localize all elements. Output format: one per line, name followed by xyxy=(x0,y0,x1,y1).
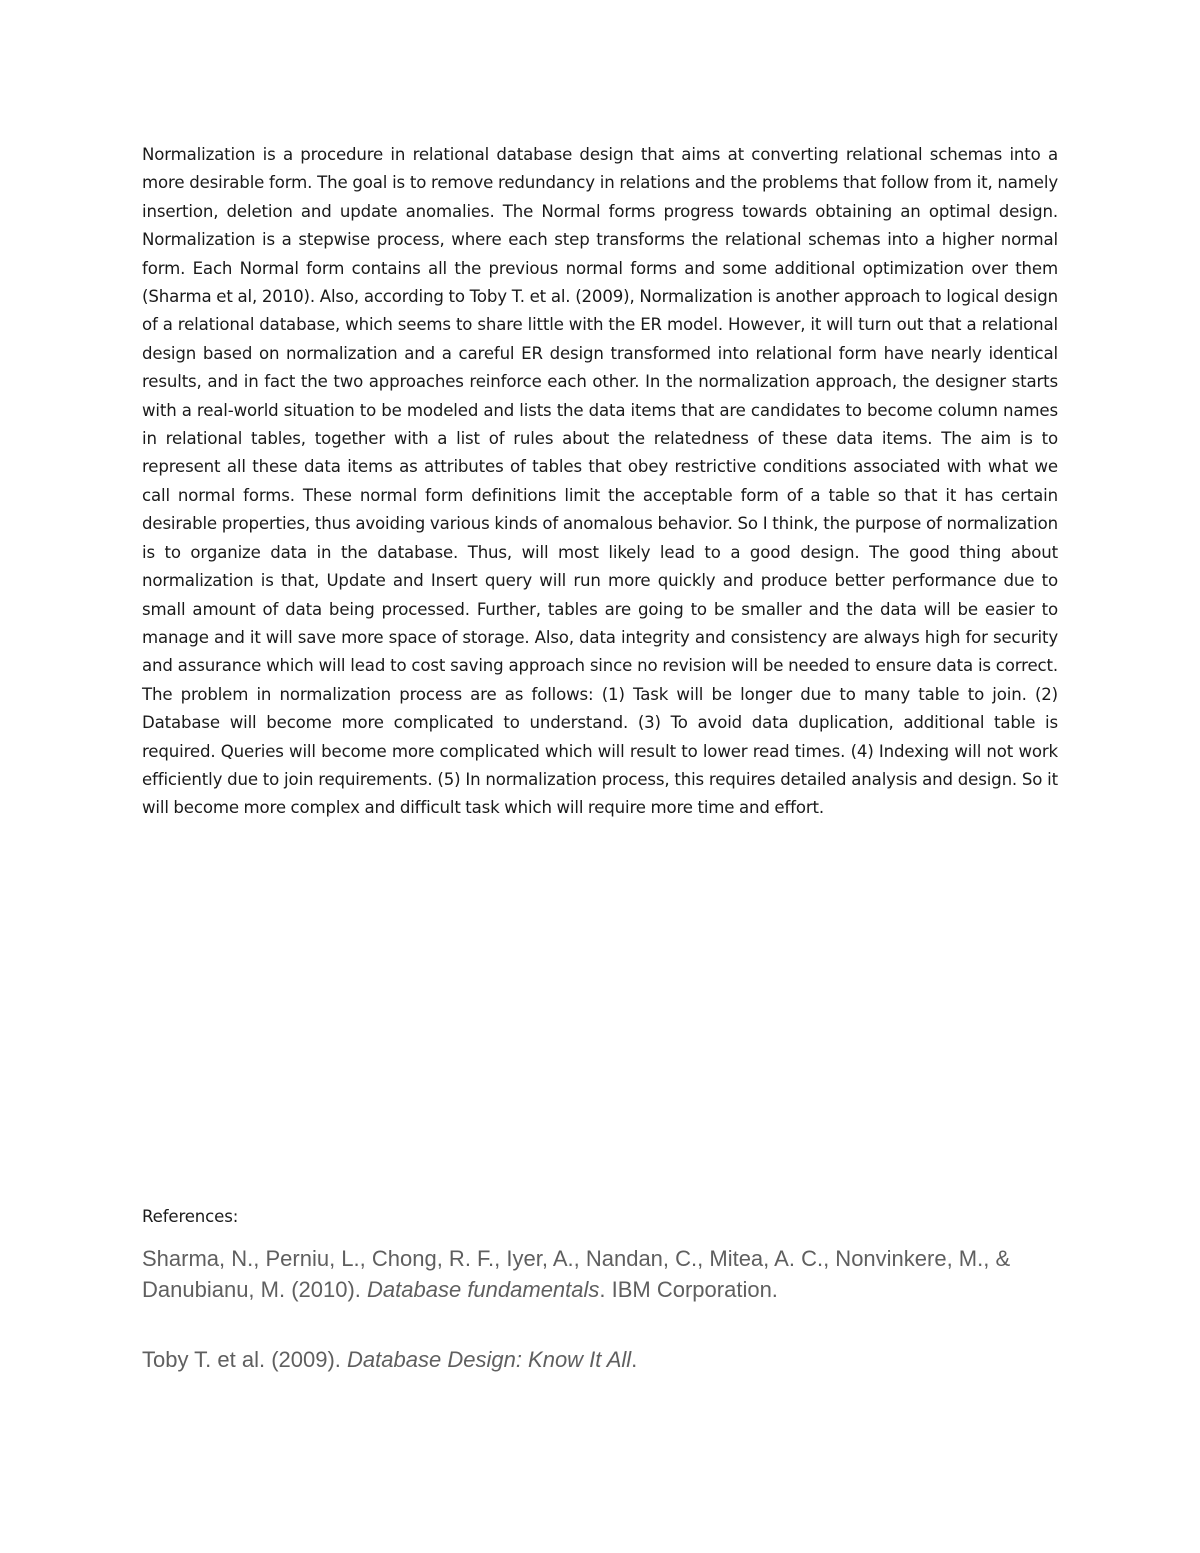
reference-title: Database Design: Know It All xyxy=(347,1347,632,1372)
reference-publisher: . IBM Corporation. xyxy=(599,1276,778,1302)
body-paragraph: Normalization is a procedure in relational database design that aims at converting relational schemas into a more desirable form. The goal is to remove redundancy in relations and the problems that follow from it, namely insertion, deletion and update anomalies. The Normal forms progress towards obtaining an optimal design. Normalization is a stepwise process, where each step transforms the relational schemas into a higher normal form. Each Normal form contains all the previous normal forms and some additional optimization over them (Sharma et al, 2010). Also, according to Toby T. et al. (2009), Normalization is another approach to logical design of a relational database, which seems to share little with the ER model. However, it will turn out that a relational design based on normalization and a careful ER design transformed into relational form have nearly identical results, and in fact the two approaches reinforce each other. In the normalization approach, the designer starts with a real-world situation to be modeled and lists the data items that are candidates to become column names in relational tables, together with a list of rules about the relatedness of these data items. The aim is to represent all these data items as attributes of tables that obey restrictive conditions associated with what we call normal forms. These normal form definitions limit the acceptable form of a table so that it has certain desirable properties, thus avoiding various kinds of anomalous behavior. So I think, the purpose of normalization is to organize data in the database. Thus, will most likely lead to a good design. The good thing about normalization is that, Update and Insert query will run more quickly and produce better performance due to small amount of data being processed. Further, tables are going to be smaller and the data will be easier to manage and it will save more space of storage. Also, data integrity and consistency are always high for security and assurance which will lead to cost saving approach since no revision will be needed to ensure data is correct. The problem in normalization process are as follows: (1) Task will be longer due to many table to join. (2) Database will become more complicated to understand. (3) To avoid data duplication, additional table is required. Queries will become more complicated which will result to lower read times. (4) Indexing will not work efficiently due to join requirements. (5) In normalization process, this requires detailed analysis and design. So it will become more complex and difficult task which will require more time and effort. xyxy=(142,145,1058,818)
reference-authors-year: Sharma, N., Perniu, L., Chong, R. F., Iyer, A., Nandan, C., Mitea, A. C., Nonvinkere, M., & Danubianu, M. (2010). xyxy=(142,1246,1011,1302)
reference-entry xyxy=(142,1244,1072,1305)
references-heading: References: xyxy=(142,1207,239,1226)
reference-title: Database fundamentals xyxy=(367,1276,600,1302)
reference-authors-year: Toby T. et al. (2009). xyxy=(142,1347,348,1372)
reference-entry xyxy=(142,1345,1072,1376)
reference-end: . xyxy=(631,1347,638,1372)
